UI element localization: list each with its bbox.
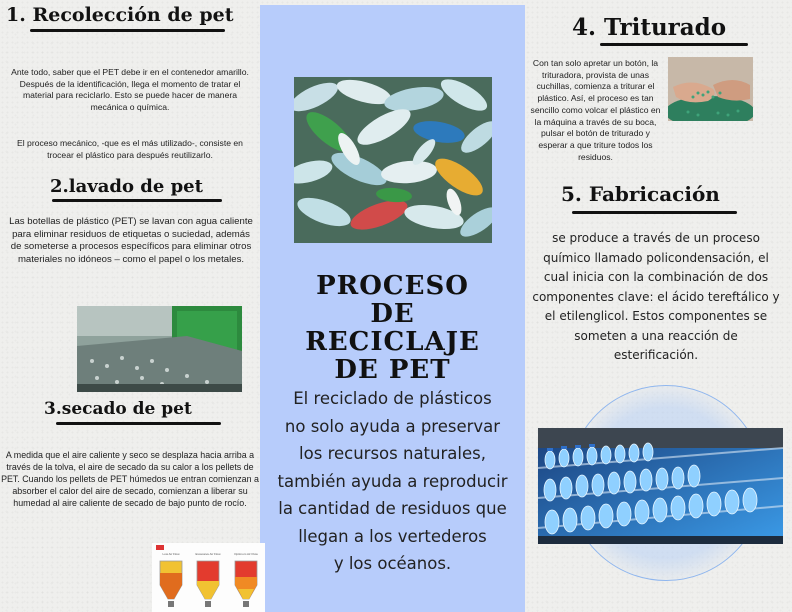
section5-body: se produce a través de un proceso químico llamado policondensación, el cual inicia con la combinación de dos componentes clave: el ácido tereftálico y el etilenglicol. Estos componentes se someten a una reacción de esterificación. [532, 231, 780, 362]
plastic-granules-photo [668, 57, 753, 121]
center-body-line: llegan a los vertederos [298, 526, 487, 546]
section2-heading: 2.lavado de pet [50, 176, 203, 197]
center-body [255, 385, 530, 578]
section1-para1: Ante todo, saber que el PET debe ir en el contenedor amarillo. Después de la identificación, llega el momento de tratar el material para reciclarlo. Esto se puede hacer de manera mecánica o química. [11, 67, 249, 113]
section4-body: Con tan solo apretar un botón, la trituradora, provista de unas cuchillas, comienza a triturar el plástico. Así, el proceso es tan sencillo como volcar el plástico en la máquina a través de su boca, pulsar el botón de triturado y esperar a que triture todos los residuos. [530, 58, 661, 162]
diagram-label-low: Low Air Flow [162, 552, 180, 556]
center-title-line3: RECICLAJE [305, 327, 480, 357]
diagram-label-excessive: Excessive Air Flow [195, 552, 221, 556]
section5-heading: 5. Fabricación [561, 182, 720, 206]
center-body-line: los recursos naturales, [299, 444, 486, 463]
center-body-line: también ayuda a reproducir [277, 471, 508, 491]
center-title-line2: DE [370, 299, 415, 329]
center-body-line: El reciclado de plásticos [293, 389, 492, 408]
center-title-line4: DE PET [334, 355, 451, 385]
section3-body: A medida que el aire caliente y seco se desplaza hacia arriba a través de la tolva, el aire de secado da su calor a los pellets de PET. Cuando los pellets de PET húmedos ue entran comienzan a absorber el calor del aire de secado, comienzan a liberar su humedad al aire caliente de secado de bajo punto de rocío. [1, 450, 259, 509]
center-body-line: y los océanos. [333, 554, 452, 573]
center-body-line: no solo ayuda a preservar [284, 416, 501, 436]
dryer-airflow-diagram [152, 543, 265, 612]
bottles-pile-photo [294, 77, 492, 243]
section4-heading: 4. Triturado [572, 14, 727, 41]
section1-heading: 1. Recolección de pet [6, 4, 234, 26]
hopper-excessive [197, 561, 219, 599]
diagram-label-optimum: Optimum Air Flow [234, 552, 258, 556]
section3-heading: 3.secado de pet [44, 399, 192, 419]
hopper-low [160, 561, 182, 599]
hopper-optimum [235, 561, 257, 599]
section5-underline [572, 211, 737, 214]
bottling-line-photo [538, 428, 783, 544]
section1-para2: El proceso mecánico, -que es el más utilizado-, consiste en trocear el plástico para después reutilizarlo. [17, 138, 243, 160]
center-body-line: la cantidad de residuos que [278, 499, 507, 518]
section2-body: Las botellas de plástico (PET) se lavan con agua caliente para eliminar residuos de etiquetas o suciedad, además de someterse a procesos específicos para eliminar otros materiales no idóneos – como el papel o los metales. [9, 216, 253, 266]
section2-underline [52, 199, 222, 202]
diagram-logo [156, 545, 164, 550]
washing-machine-photo [77, 306, 242, 392]
section1-underline [30, 29, 225, 32]
section4-underline [600, 43, 748, 46]
center-title [260, 272, 525, 384]
section3-underline [56, 422, 221, 425]
center-title-line1: PROCESO [316, 271, 469, 301]
